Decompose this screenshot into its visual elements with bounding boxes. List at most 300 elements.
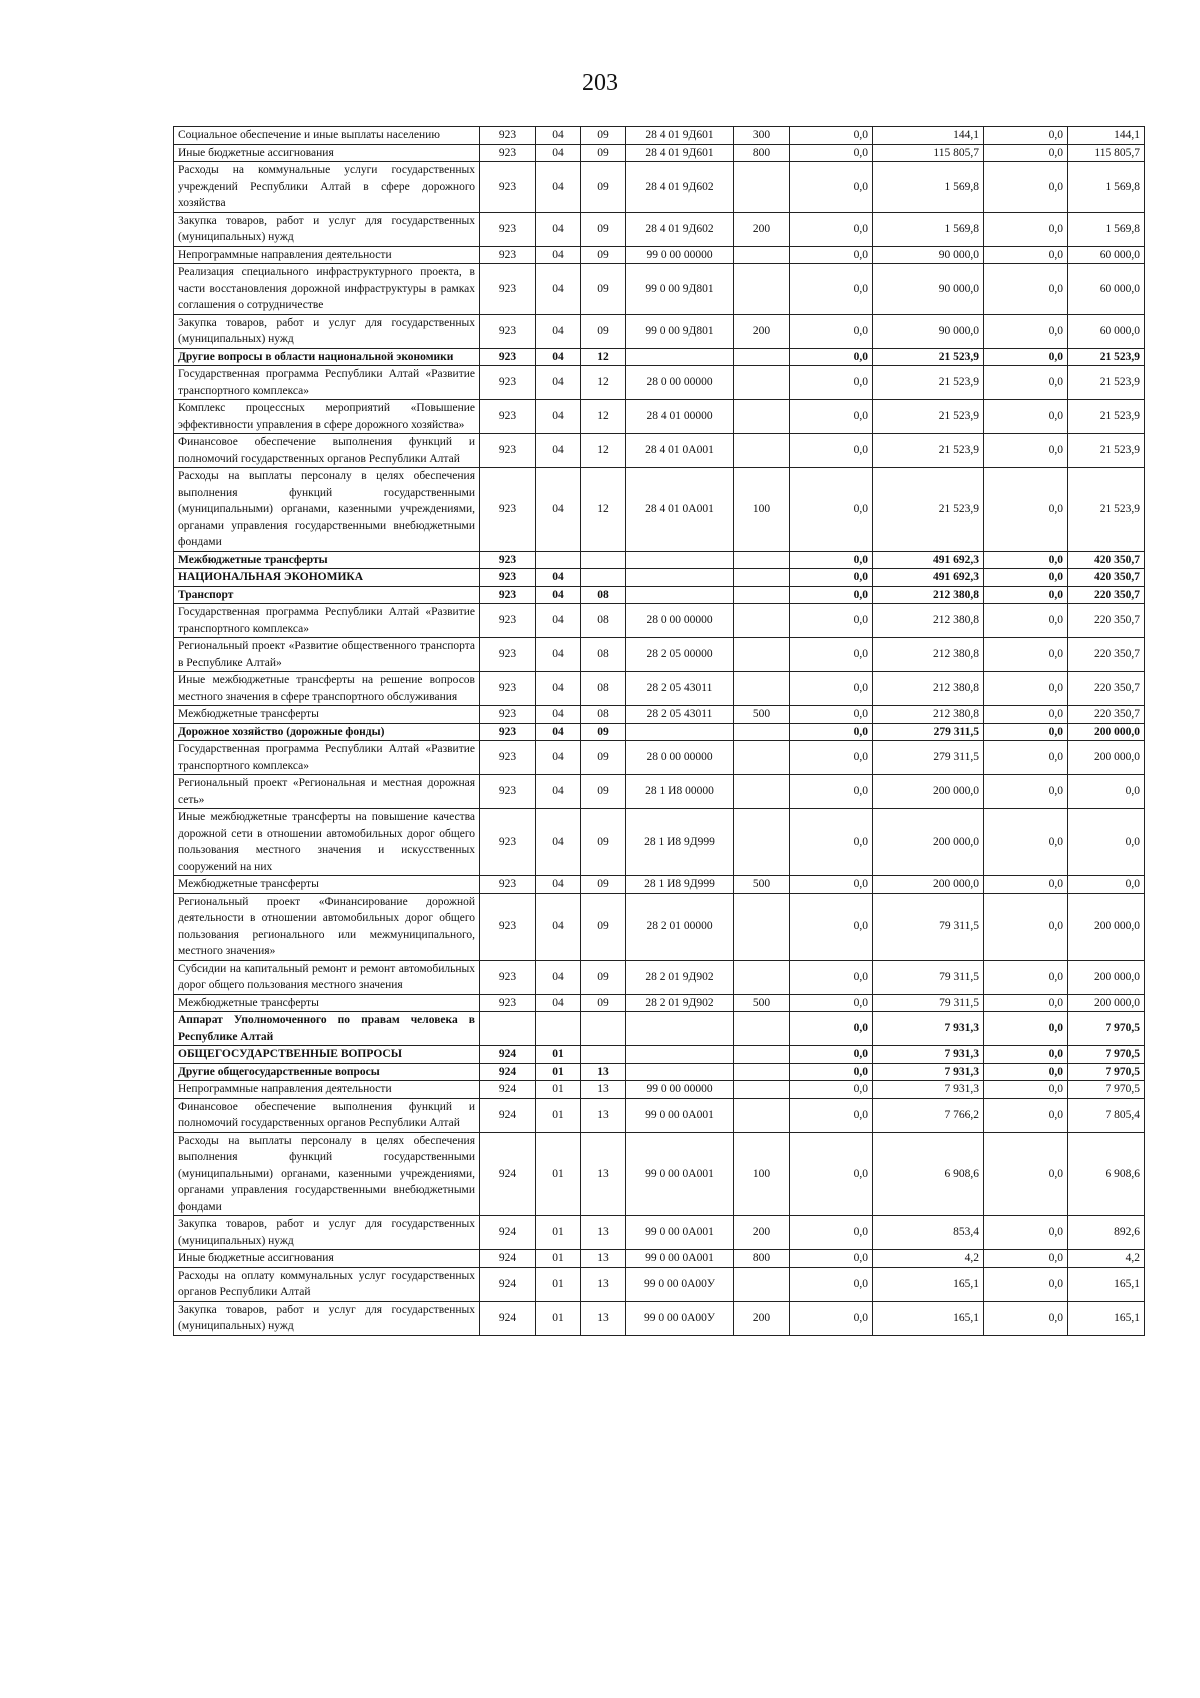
cell-amount-2: 200 000,0 bbox=[873, 876, 984, 894]
table-row bbox=[174, 994, 1145, 1012]
cell-amount-2: 491 692,3 bbox=[873, 569, 984, 587]
cell-amount-4: 6 908,6 bbox=[1068, 1132, 1145, 1216]
table-row bbox=[174, 1216, 1145, 1250]
cell-name: Региональный проект «Развитие общественного транспорта в Республике Алтай» bbox=[174, 638, 480, 672]
table-row bbox=[174, 741, 1145, 775]
cell-amount-1: 0,0 bbox=[790, 706, 873, 724]
cell-amount-3: 0,0 bbox=[984, 569, 1068, 587]
cell-target-article: 28 2 05 43011 bbox=[626, 672, 734, 706]
cell-subsection bbox=[581, 551, 626, 569]
cell-grbs bbox=[480, 1012, 536, 1046]
cell-subsection: 09 bbox=[581, 960, 626, 994]
cell-amount-3: 0,0 bbox=[984, 551, 1068, 569]
cell-section: 04 bbox=[536, 212, 581, 246]
cell-target-article bbox=[626, 1046, 734, 1064]
cell-amount-3: 0,0 bbox=[984, 468, 1068, 552]
cell-grbs: 924 bbox=[480, 1081, 536, 1099]
table-row bbox=[174, 1081, 1145, 1099]
cell-subsection: 08 bbox=[581, 604, 626, 638]
cell-target-article bbox=[626, 569, 734, 587]
cell-name: Другие вопросы в области национальной экономики bbox=[174, 348, 480, 366]
cell-amount-4: 200 000,0 bbox=[1068, 960, 1145, 994]
cell-expense-type bbox=[734, 1267, 790, 1301]
cell-amount-3: 0,0 bbox=[984, 1301, 1068, 1335]
cell-amount-3: 0,0 bbox=[984, 434, 1068, 468]
cell-amount-3: 0,0 bbox=[984, 162, 1068, 213]
cell-subsection: 08 bbox=[581, 638, 626, 672]
cell-grbs: 923 bbox=[480, 551, 536, 569]
cell-amount-2: 4,2 bbox=[873, 1250, 984, 1268]
cell-expense-type bbox=[734, 960, 790, 994]
cell-section: 04 bbox=[536, 400, 581, 434]
cell-amount-3: 0,0 bbox=[984, 1081, 1068, 1099]
cell-target-article: 28 2 01 9Д902 bbox=[626, 960, 734, 994]
table-row bbox=[174, 586, 1145, 604]
cell-name: Расходы на выплаты персоналу в целях обеспечения выполнения функций государственными (муниципальными) органами, казенными учреждениями, органами управления государственными внебюджетными фондами bbox=[174, 468, 480, 552]
cell-amount-3: 0,0 bbox=[984, 348, 1068, 366]
table-row bbox=[174, 314, 1145, 348]
cell-subsection: 13 bbox=[581, 1098, 626, 1132]
cell-subsection: 13 bbox=[581, 1250, 626, 1268]
table-row bbox=[174, 1250, 1145, 1268]
cell-grbs: 924 bbox=[480, 1250, 536, 1268]
cell-section: 01 bbox=[536, 1081, 581, 1099]
cell-target-article bbox=[626, 586, 734, 604]
cell-subsection: 08 bbox=[581, 672, 626, 706]
cell-target-article: 99 0 00 9Д801 bbox=[626, 314, 734, 348]
table-row bbox=[174, 1301, 1145, 1335]
cell-amount-3: 0,0 bbox=[984, 1098, 1068, 1132]
cell-amount-2: 21 523,9 bbox=[873, 366, 984, 400]
cell-amount-3: 0,0 bbox=[984, 809, 1068, 876]
table-row bbox=[174, 551, 1145, 569]
cell-amount-2: 853,4 bbox=[873, 1216, 984, 1250]
cell-amount-2: 165,1 bbox=[873, 1301, 984, 1335]
cell-amount-3: 0,0 bbox=[984, 127, 1068, 145]
cell-amount-3: 0,0 bbox=[984, 400, 1068, 434]
cell-subsection: 09 bbox=[581, 994, 626, 1012]
cell-expense-type: 500 bbox=[734, 994, 790, 1012]
cell-amount-4: 220 350,7 bbox=[1068, 638, 1145, 672]
cell-amount-4: 21 523,9 bbox=[1068, 434, 1145, 468]
cell-amount-1: 0,0 bbox=[790, 723, 873, 741]
cell-amount-4: 165,1 bbox=[1068, 1267, 1145, 1301]
cell-section: 04 bbox=[536, 604, 581, 638]
cell-expense-type: 100 bbox=[734, 468, 790, 552]
cell-expense-type bbox=[734, 775, 790, 809]
cell-amount-1: 0,0 bbox=[790, 1267, 873, 1301]
cell-expense-type bbox=[734, 638, 790, 672]
cell-amount-4: 115 805,7 bbox=[1068, 144, 1145, 162]
cell-amount-1: 0,0 bbox=[790, 586, 873, 604]
cell-target-article: 28 4 01 9Д601 bbox=[626, 144, 734, 162]
cell-amount-1: 0,0 bbox=[790, 1301, 873, 1335]
cell-section: 04 bbox=[536, 706, 581, 724]
cell-amount-3: 0,0 bbox=[984, 264, 1068, 315]
cell-amount-2: 7 931,3 bbox=[873, 1046, 984, 1064]
table-row bbox=[174, 672, 1145, 706]
cell-target-article bbox=[626, 1012, 734, 1046]
table-row bbox=[174, 569, 1145, 587]
cell-grbs: 923 bbox=[480, 638, 536, 672]
cell-amount-3: 0,0 bbox=[984, 960, 1068, 994]
cell-amount-1: 0,0 bbox=[790, 893, 873, 960]
cell-amount-1: 0,0 bbox=[790, 604, 873, 638]
cell-amount-4: 21 523,9 bbox=[1068, 366, 1145, 400]
cell-expense-type bbox=[734, 348, 790, 366]
cell-expense-type bbox=[734, 1081, 790, 1099]
cell-amount-1: 0,0 bbox=[790, 551, 873, 569]
cell-amount-4: 4,2 bbox=[1068, 1250, 1145, 1268]
cell-expense-type bbox=[734, 723, 790, 741]
cell-amount-2: 200 000,0 bbox=[873, 809, 984, 876]
cell-amount-4: 60 000,0 bbox=[1068, 264, 1145, 315]
cell-subsection: 09 bbox=[581, 246, 626, 264]
cell-amount-4: 420 350,7 bbox=[1068, 551, 1145, 569]
cell-target-article: 99 0 00 0А001 bbox=[626, 1216, 734, 1250]
cell-amount-2: 90 000,0 bbox=[873, 314, 984, 348]
cell-target-article bbox=[626, 1063, 734, 1081]
cell-expense-type bbox=[734, 809, 790, 876]
cell-section: 04 bbox=[536, 127, 581, 145]
cell-amount-2: 90 000,0 bbox=[873, 246, 984, 264]
cell-amount-4: 200 000,0 bbox=[1068, 723, 1145, 741]
cell-section: 01 bbox=[536, 1046, 581, 1064]
cell-amount-2: 279 311,5 bbox=[873, 723, 984, 741]
table-row bbox=[174, 1063, 1145, 1081]
cell-amount-2: 7 931,3 bbox=[873, 1063, 984, 1081]
cell-amount-4: 7 970,5 bbox=[1068, 1081, 1145, 1099]
cell-expense-type: 800 bbox=[734, 1250, 790, 1268]
cell-expense-type bbox=[734, 604, 790, 638]
cell-name: ОБЩЕГОСУДАРСТВЕННЫЕ ВОПРОСЫ bbox=[174, 1046, 480, 1064]
cell-section: 04 bbox=[536, 741, 581, 775]
cell-amount-1: 0,0 bbox=[790, 366, 873, 400]
cell-name: Расходы на коммунальные услуги государственных учреждений Республики Алтай в сфере дорожного хозяйства bbox=[174, 162, 480, 213]
cell-subsection: 09 bbox=[581, 162, 626, 213]
cell-expense-type: 500 bbox=[734, 706, 790, 724]
cell-target-article: 99 0 00 0А001 bbox=[626, 1098, 734, 1132]
cell-amount-3: 0,0 bbox=[984, 741, 1068, 775]
cell-amount-2: 200 000,0 bbox=[873, 775, 984, 809]
cell-target-article: 28 1 И8 9Д999 bbox=[626, 876, 734, 894]
cell-amount-2: 7 931,3 bbox=[873, 1081, 984, 1099]
cell-amount-3: 0,0 bbox=[984, 366, 1068, 400]
page-number: 203 bbox=[582, 70, 618, 96]
cell-grbs: 923 bbox=[480, 775, 536, 809]
cell-name: Государственная программа Республики Алтай «Развитие транспортного комплекса» bbox=[174, 366, 480, 400]
cell-grbs: 923 bbox=[480, 144, 536, 162]
cell-grbs: 923 bbox=[480, 162, 536, 213]
cell-subsection: 13 bbox=[581, 1216, 626, 1250]
cell-name: Реализация специального инфраструктурного проекта, в части восстановления дорожной инфраструктуры в рамках соглашения о сотрудничестве bbox=[174, 264, 480, 315]
cell-target-article: 28 2 01 9Д902 bbox=[626, 994, 734, 1012]
cell-subsection: 09 bbox=[581, 212, 626, 246]
cell-amount-4: 60 000,0 bbox=[1068, 314, 1145, 348]
cell-target-article: 99 0 00 0А001 bbox=[626, 1250, 734, 1268]
table-body bbox=[174, 127, 1145, 1336]
cell-section: 04 bbox=[536, 876, 581, 894]
cell-grbs: 923 bbox=[480, 741, 536, 775]
cell-target-article: 99 0 00 0А00У bbox=[626, 1301, 734, 1335]
cell-target-article: 99 0 00 0А00У bbox=[626, 1267, 734, 1301]
cell-section: 04 bbox=[536, 162, 581, 213]
cell-amount-3: 0,0 bbox=[984, 1250, 1068, 1268]
cell-target-article: 28 1 И8 9Д999 bbox=[626, 809, 734, 876]
cell-amount-2: 491 692,3 bbox=[873, 551, 984, 569]
cell-target-article bbox=[626, 348, 734, 366]
cell-subsection: 09 bbox=[581, 314, 626, 348]
cell-amount-1: 0,0 bbox=[790, 246, 873, 264]
cell-amount-4: 220 350,7 bbox=[1068, 672, 1145, 706]
cell-amount-1: 0,0 bbox=[790, 876, 873, 894]
table-row bbox=[174, 1012, 1145, 1046]
cell-expense-type: 200 bbox=[734, 314, 790, 348]
cell-expense-type bbox=[734, 366, 790, 400]
cell-section: 01 bbox=[536, 1132, 581, 1216]
cell-expense-type bbox=[734, 672, 790, 706]
table-row bbox=[174, 127, 1145, 145]
cell-section: 04 bbox=[536, 468, 581, 552]
cell-grbs: 923 bbox=[480, 264, 536, 315]
cell-grbs: 924 bbox=[480, 1046, 536, 1064]
cell-target-article: 99 0 00 9Д801 bbox=[626, 264, 734, 315]
cell-grbs: 923 bbox=[480, 960, 536, 994]
cell-amount-3: 0,0 bbox=[984, 876, 1068, 894]
cell-grbs: 923 bbox=[480, 706, 536, 724]
cell-name: Финансовое обеспечение выполнения функций и полномочий государственных органов Республики Алтай bbox=[174, 1098, 480, 1132]
cell-target-article: 28 4 01 00000 bbox=[626, 400, 734, 434]
cell-name: Закупка товаров, работ и услуг для государственных (муниципальных) нужд bbox=[174, 1301, 480, 1335]
table-row bbox=[174, 246, 1145, 264]
cell-amount-1: 0,0 bbox=[790, 569, 873, 587]
cell-expense-type bbox=[734, 162, 790, 213]
cell-amount-1: 0,0 bbox=[790, 994, 873, 1012]
cell-subsection: 12 bbox=[581, 348, 626, 366]
table-row bbox=[174, 144, 1145, 162]
cell-amount-1: 0,0 bbox=[790, 264, 873, 315]
cell-amount-4: 21 523,9 bbox=[1068, 348, 1145, 366]
cell-grbs: 924 bbox=[480, 1267, 536, 1301]
cell-amount-3: 0,0 bbox=[984, 246, 1068, 264]
cell-section: 01 bbox=[536, 1098, 581, 1132]
cell-amount-3: 0,0 bbox=[984, 144, 1068, 162]
cell-section: 04 bbox=[536, 586, 581, 604]
cell-name: Закупка товаров, работ и услуг для государственных (муниципальных) нужд bbox=[174, 314, 480, 348]
cell-subsection: 09 bbox=[581, 127, 626, 145]
table-row bbox=[174, 434, 1145, 468]
cell-amount-4: 220 350,7 bbox=[1068, 586, 1145, 604]
cell-amount-3: 0,0 bbox=[984, 314, 1068, 348]
cell-grbs: 924 bbox=[480, 1063, 536, 1081]
cell-amount-3: 0,0 bbox=[984, 604, 1068, 638]
cell-expense-type bbox=[734, 741, 790, 775]
cell-grbs: 923 bbox=[480, 468, 536, 552]
cell-amount-1: 0,0 bbox=[790, 348, 873, 366]
cell-section: 04 bbox=[536, 723, 581, 741]
cell-target-article: 99 0 00 0А001 bbox=[626, 1132, 734, 1216]
table-row bbox=[174, 960, 1145, 994]
cell-subsection: 12 bbox=[581, 434, 626, 468]
cell-amount-1: 0,0 bbox=[790, 144, 873, 162]
cell-expense-type: 200 bbox=[734, 1216, 790, 1250]
cell-grbs: 923 bbox=[480, 586, 536, 604]
cell-section: 04 bbox=[536, 893, 581, 960]
cell-amount-1: 0,0 bbox=[790, 1046, 873, 1064]
cell-name: Межбюджетные трансферты bbox=[174, 706, 480, 724]
table-row bbox=[174, 212, 1145, 246]
cell-amount-2: 212 380,8 bbox=[873, 586, 984, 604]
cell-name: Непрограммные направления деятельности bbox=[174, 1081, 480, 1099]
budget-table bbox=[173, 126, 1145, 1336]
cell-amount-2: 21 523,9 bbox=[873, 468, 984, 552]
table-row bbox=[174, 348, 1145, 366]
cell-section: 01 bbox=[536, 1063, 581, 1081]
cell-name: Расходы на выплаты персоналу в целях обеспечения выполнения функций государственными (муниципальными) органами, казенными учреждениями, органами управления государственными внебюджетными фондами bbox=[174, 1132, 480, 1216]
cell-amount-2: 21 523,9 bbox=[873, 348, 984, 366]
cell-section bbox=[536, 1012, 581, 1046]
table-row bbox=[174, 400, 1145, 434]
cell-amount-1: 0,0 bbox=[790, 672, 873, 706]
cell-subsection: 13 bbox=[581, 1132, 626, 1216]
cell-amount-1: 0,0 bbox=[790, 1250, 873, 1268]
cell-amount-3: 0,0 bbox=[984, 1267, 1068, 1301]
cell-name: Социальное обеспечение и иные выплаты населению bbox=[174, 127, 480, 145]
cell-amount-2: 144,1 bbox=[873, 127, 984, 145]
cell-subsection: 09 bbox=[581, 741, 626, 775]
cell-grbs: 924 bbox=[480, 1216, 536, 1250]
cell-amount-1: 0,0 bbox=[790, 212, 873, 246]
cell-amount-4: 200 000,0 bbox=[1068, 994, 1145, 1012]
cell-name: Другие общегосударственные вопросы bbox=[174, 1063, 480, 1081]
cell-grbs: 923 bbox=[480, 809, 536, 876]
cell-expense-type: 300 bbox=[734, 127, 790, 145]
cell-section: 04 bbox=[536, 638, 581, 672]
cell-subsection: 13 bbox=[581, 1267, 626, 1301]
cell-amount-4: 892,6 bbox=[1068, 1216, 1145, 1250]
cell-amount-1: 0,0 bbox=[790, 809, 873, 876]
cell-amount-2: 79 311,5 bbox=[873, 893, 984, 960]
cell-expense-type bbox=[734, 1098, 790, 1132]
cell-subsection: 09 bbox=[581, 893, 626, 960]
cell-expense-type: 200 bbox=[734, 212, 790, 246]
table-row bbox=[174, 775, 1145, 809]
cell-amount-1: 0,0 bbox=[790, 1098, 873, 1132]
cell-name: Региональный проект «Финансирование дорожной деятельности в отношении автомобильных дорог общего пользования регионального или межмуниципального, местного значения» bbox=[174, 893, 480, 960]
table-row bbox=[174, 468, 1145, 552]
cell-subsection: 08 bbox=[581, 586, 626, 604]
cell-target-article: 28 2 05 43011 bbox=[626, 706, 734, 724]
cell-amount-3: 0,0 bbox=[984, 723, 1068, 741]
cell-amount-3: 0,0 bbox=[984, 1132, 1068, 1216]
cell-amount-4: 21 523,9 bbox=[1068, 468, 1145, 552]
cell-section: 04 bbox=[536, 264, 581, 315]
cell-subsection: 09 bbox=[581, 876, 626, 894]
cell-amount-4: 7 970,5 bbox=[1068, 1046, 1145, 1064]
cell-amount-1: 0,0 bbox=[790, 314, 873, 348]
cell-grbs: 923 bbox=[480, 246, 536, 264]
cell-section: 04 bbox=[536, 144, 581, 162]
cell-target-article bbox=[626, 723, 734, 741]
cell-name: Финансовое обеспечение выполнения функций и полномочий государственных органов Республики Алтай bbox=[174, 434, 480, 468]
cell-amount-1: 0,0 bbox=[790, 741, 873, 775]
cell-subsection: 13 bbox=[581, 1063, 626, 1081]
cell-subsection: 12 bbox=[581, 400, 626, 434]
table-row bbox=[174, 162, 1145, 213]
cell-amount-4: 7 970,5 bbox=[1068, 1063, 1145, 1081]
cell-amount-1: 0,0 bbox=[790, 960, 873, 994]
cell-grbs: 923 bbox=[480, 366, 536, 400]
cell-name: НАЦИОНАЛЬНАЯ ЭКОНОМИКА bbox=[174, 569, 480, 587]
cell-amount-4: 165,1 bbox=[1068, 1301, 1145, 1335]
cell-section: 04 bbox=[536, 314, 581, 348]
cell-amount-2: 212 380,8 bbox=[873, 638, 984, 672]
cell-grbs: 923 bbox=[480, 127, 536, 145]
cell-section bbox=[536, 551, 581, 569]
cell-expense-type: 500 bbox=[734, 876, 790, 894]
cell-amount-3: 0,0 bbox=[984, 586, 1068, 604]
cell-name: Аппарат Уполномоченного по правам человека в Республике Алтай bbox=[174, 1012, 480, 1046]
cell-amount-4: 200 000,0 bbox=[1068, 741, 1145, 775]
cell-expense-type bbox=[734, 893, 790, 960]
cell-name: Государственная программа Республики Алтай «Развитие транспортного комплекса» bbox=[174, 604, 480, 638]
cell-target-article: 28 2 01 00000 bbox=[626, 893, 734, 960]
cell-expense-type bbox=[734, 586, 790, 604]
cell-target-article: 28 4 01 9Д602 bbox=[626, 162, 734, 213]
cell-grbs: 923 bbox=[480, 672, 536, 706]
cell-expense-type bbox=[734, 246, 790, 264]
cell-name: Расходы на оплату коммунальных услуг государственных органов Республики Алтай bbox=[174, 1267, 480, 1301]
cell-grbs: 923 bbox=[480, 400, 536, 434]
cell-amount-2: 90 000,0 bbox=[873, 264, 984, 315]
cell-amount-2: 21 523,9 bbox=[873, 400, 984, 434]
table-row bbox=[174, 706, 1145, 724]
cell-section: 04 bbox=[536, 775, 581, 809]
cell-target-article: 28 0 00 00000 bbox=[626, 741, 734, 775]
cell-amount-2: 7 766,2 bbox=[873, 1098, 984, 1132]
cell-amount-3: 0,0 bbox=[984, 212, 1068, 246]
cell-amount-3: 0,0 bbox=[984, 893, 1068, 960]
cell-target-article: 28 4 01 0А001 bbox=[626, 468, 734, 552]
cell-name: Государственная программа Республики Алтай «Развитие транспортного комплекса» bbox=[174, 741, 480, 775]
cell-amount-1: 0,0 bbox=[790, 1063, 873, 1081]
cell-grbs: 923 bbox=[480, 569, 536, 587]
cell-amount-3: 0,0 bbox=[984, 1012, 1068, 1046]
cell-section: 04 bbox=[536, 960, 581, 994]
cell-amount-4: 420 350,7 bbox=[1068, 569, 1145, 587]
cell-name: Субсидии на капитальный ремонт и ремонт автомобильных дорог общего пользования местного значения bbox=[174, 960, 480, 994]
cell-subsection: 09 bbox=[581, 723, 626, 741]
cell-amount-1: 0,0 bbox=[790, 1132, 873, 1216]
cell-section: 04 bbox=[536, 672, 581, 706]
cell-subsection: 13 bbox=[581, 1081, 626, 1099]
cell-amount-3: 0,0 bbox=[984, 1046, 1068, 1064]
table-row bbox=[174, 876, 1145, 894]
cell-grbs: 924 bbox=[480, 1132, 536, 1216]
cell-subsection: 09 bbox=[581, 264, 626, 315]
cell-grbs: 923 bbox=[480, 876, 536, 894]
cell-subsection: 08 bbox=[581, 706, 626, 724]
cell-amount-1: 0,0 bbox=[790, 1216, 873, 1250]
cell-target-article: 28 0 00 00000 bbox=[626, 366, 734, 400]
cell-name: Межбюджетные трансферты bbox=[174, 551, 480, 569]
cell-section: 04 bbox=[536, 434, 581, 468]
table-row bbox=[174, 1098, 1145, 1132]
cell-amount-1: 0,0 bbox=[790, 162, 873, 213]
cell-section: 01 bbox=[536, 1216, 581, 1250]
table-row bbox=[174, 638, 1145, 672]
cell-amount-2: 79 311,5 bbox=[873, 994, 984, 1012]
